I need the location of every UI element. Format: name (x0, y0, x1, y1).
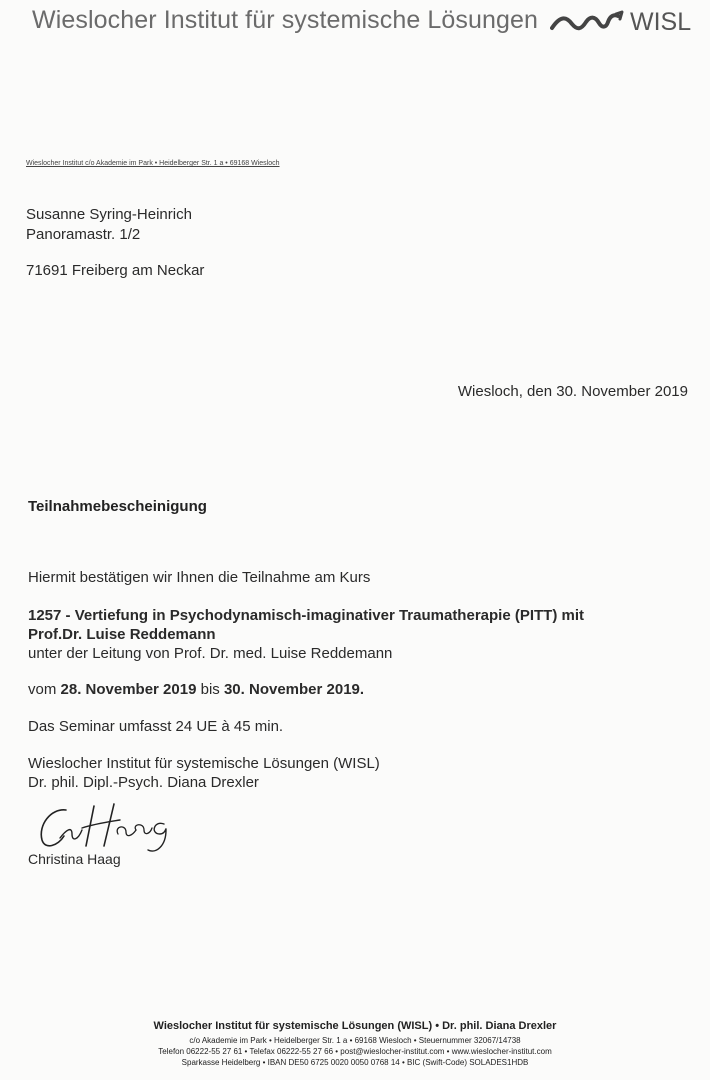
footer-bank: Sparkasse Heidelberg • IBAN DE50 6725 0020 0050 0768 14 • BIC (Swift-Code) SOLADES1HDB (181, 1058, 529, 1067)
date-from: 28. November 2019 (60, 681, 197, 698)
seminar-duration: Das Seminar umfasst 24 UE à 45 min. (28, 718, 284, 735)
course-title-line2: Prof.Dr. Luise Reddemann (28, 626, 216, 643)
course-leader: unter der Leitung von Prof. Dr. med. Luise Reddemann (28, 645, 393, 662)
footer-contact: Telefon 06222-55 27 61 • Telefax 06222-55 27 66 • post@wieslocher-institut.com • www.wieslocher-institut.com (158, 1047, 552, 1056)
course-dates (28, 681, 364, 698)
recipient-city: 71691 Freiberg am Neckar (26, 262, 205, 279)
letter-subject: Teilnahmebescheinigung (28, 498, 207, 515)
footer-institute: Wieslocher Institut für systemische Lösungen (WISL) • Dr. phil. Diana Drexler (153, 1020, 557, 1032)
wave-logo-icon (550, 10, 626, 36)
course-title-line1: 1257 - Vertiefung in Psychodynamisch-imaginativer Traumatherapie (PITT) mit (28, 607, 584, 624)
signatory-name: Christina Haag (28, 851, 121, 867)
logo-text: WISL (630, 8, 692, 36)
intro-text: Hiermit bestätigen wir Ihnen die Teilnahme am Kurs (28, 569, 371, 586)
recipient-street: Panoramastr. 1/2 (26, 226, 141, 243)
letter-date: Wiesloch, den 30. November 2019 (457, 383, 688, 400)
date-mid: bis (200, 681, 220, 698)
institute-director: Dr. phil. Dipl.-Psych. Diana Drexler (28, 774, 259, 791)
sender-return-address: Wieslocher Institut c/o Akademie im Park • Heidelberger Str. 1 a • 69168 Wiesloch (26, 160, 280, 167)
date-prefix: vom (28, 681, 57, 698)
date-to: 30. November 2019. (223, 681, 365, 698)
letterhead-title: Wieslocher Institut für systemische Lösungen (32, 6, 539, 34)
footer-address: c/o Akademie im Park • Heidelberger Str. 1 a • 69168 Wiesloch • Steuernummer 32067/14738 (189, 1036, 521, 1045)
institute-name: Wieslocher Institut für systemische Lösungen (WISL) (28, 755, 380, 772)
recipient-name: Susanne Syring-Heinrich (26, 206, 192, 223)
